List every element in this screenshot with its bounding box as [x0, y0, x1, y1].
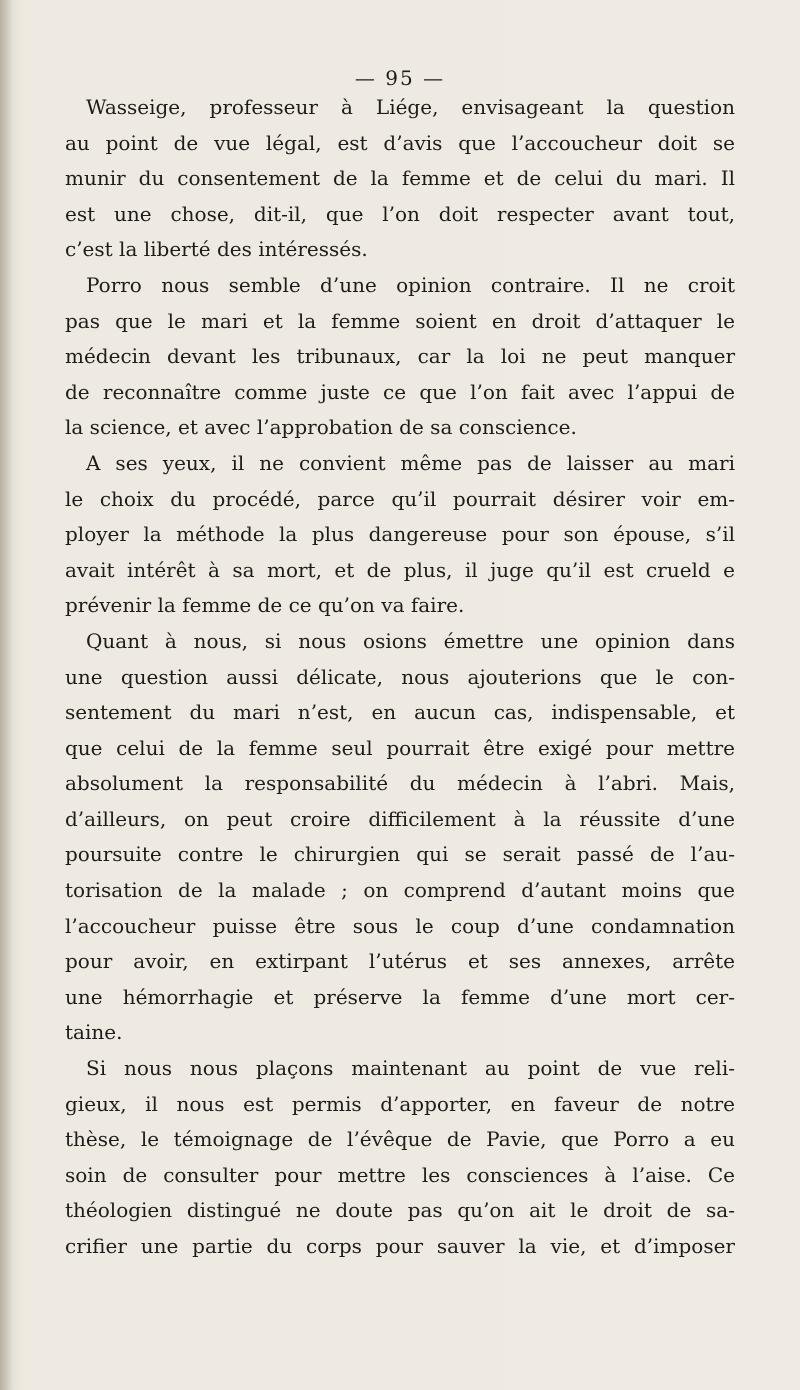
- text-line: la science, et avec l’approbation de sa conscience.: [65, 415, 577, 440]
- text-line: crifier une partie du corps pour sauver la vie, et d’imposer: [65, 1234, 735, 1258]
- text-line: A ses yeux, il ne convient même pas de laisser au mari: [86, 450, 735, 475]
- body-text: [65, 90, 735, 1265]
- text-line: prévenir la femme de ce qu’on va faire.: [65, 593, 465, 618]
- text-line: pas que le mari et la femme soient en droit d’attaquer le: [65, 308, 735, 333]
- text-line: c’est la liberté des intéressés.: [65, 237, 368, 262]
- text-line: d’ailleurs, on peut croire difficilement à la réussite d’une: [65, 806, 735, 831]
- text-line: Quant à nous, si nous osions émettre une opinion dans: [86, 628, 735, 653]
- text-line: poursuite contre le chirurgien qui se serait passé de l’au-: [65, 842, 735, 867]
- paragraph-choix-du-procede: [65, 446, 735, 624]
- binding-shadow: [0, 0, 14, 1390]
- text-line: Si nous nous plaçons maintenant au point de vue reli-: [86, 1056, 735, 1081]
- paragraph-point-de-vue-religieux: [65, 1051, 735, 1265]
- text-line: Porro nous semble d’une opinion contraire. Il ne croit: [86, 272, 735, 297]
- text-line: avait intérêt à sa mort, et de plus, il juge qu’il est crueld e: [65, 557, 735, 582]
- text-line: médecin devant les tribunaux, car la loi ne peut manquer: [65, 344, 735, 369]
- paragraph-quant-a-nous: [65, 624, 735, 1051]
- text-line: est une chose, dit-il, que l’on doit respecter avant tout,: [65, 201, 735, 226]
- text-line: une question aussi délicate, nous ajouterions que le con-: [65, 664, 735, 689]
- text-line: thèse, le témoignage de l’évêque de Pavie, que Porro a eu: [65, 1127, 735, 1152]
- text-line: Wasseige, professeur à Liége, envisageant la question: [86, 95, 735, 119]
- text-line: l’accoucheur puisse être sous le coup d’une condamnation: [65, 913, 735, 938]
- text-line: au point de vue légal, est d’avis que l’accoucheur doit se: [65, 130, 735, 155]
- text-line: ployer la méthode la plus dangereuse pour son épouse, s’il: [65, 522, 735, 547]
- text-line: munir du consentement de la femme et de celui du mari. Il: [65, 166, 735, 191]
- text-line: théologien distingué ne doute pas qu’on ait le droit de sa-: [65, 1198, 735, 1223]
- text-line: sentement du mari n’est, en aucun cas, indispensable, et: [65, 700, 735, 725]
- text-line: soin de consulter pour mettre les consciences à l’aise. Ce: [65, 1162, 735, 1187]
- text-line: torisation de la malade ; on comprend d’autant moins que: [65, 878, 735, 903]
- paragraph-wasseige: [65, 90, 735, 268]
- text-line: taine.: [65, 1020, 123, 1045]
- text-line: pour avoir, en extirpant l’utérus et ses annexes, arrête: [65, 949, 735, 974]
- paragraph-porro: [65, 268, 735, 446]
- text-line: gieux, il nous est permis d’apporter, en faveur de notre: [65, 1091, 735, 1116]
- text-line: que celui de la femme seul pourrait être exigé pour mettre: [65, 735, 735, 760]
- text-line: absolument la responsabilité du médecin à l’abri. Mais,: [65, 771, 735, 796]
- text-line: une hémorrhagie et préserve la femme d’une mort cer-: [65, 984, 735, 1009]
- page-number: — 95 —: [354, 66, 446, 90]
- text-line: le choix du procédé, parce qu’il pourrait désirer voir em-: [65, 486, 735, 511]
- text-line: de reconnaître comme juste ce que l’on fait avec l’appui de: [65, 379, 735, 404]
